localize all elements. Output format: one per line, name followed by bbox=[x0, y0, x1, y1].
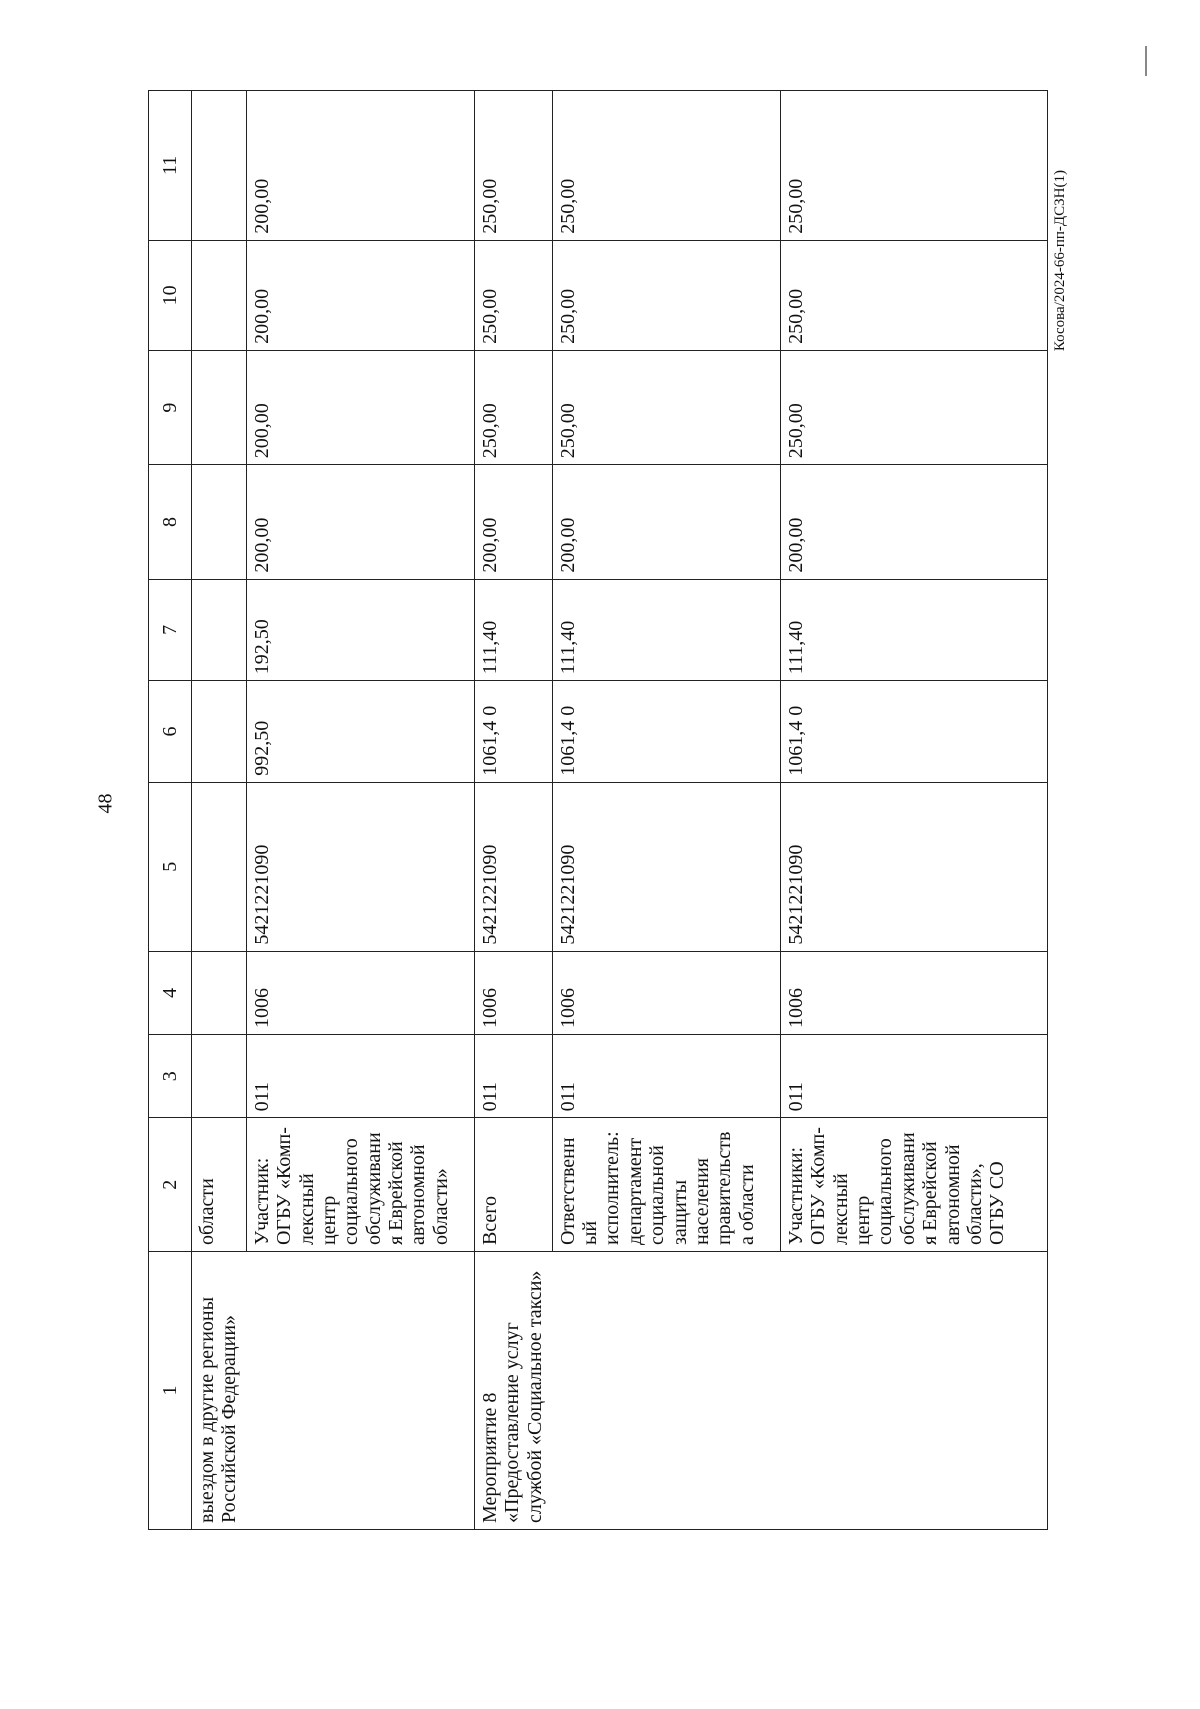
table-cell: 250,00 bbox=[552, 240, 780, 350]
table-cell: 250,00 bbox=[474, 91, 552, 241]
table-cell bbox=[552, 1252, 780, 1530]
table-cell bbox=[192, 681, 247, 783]
table-cell bbox=[192, 350, 247, 464]
table-cell: 5421221090 bbox=[246, 782, 474, 951]
column-header: 1 bbox=[149, 1252, 192, 1530]
table-cell: 5421221090 bbox=[552, 782, 780, 951]
column-header: 10 bbox=[149, 240, 192, 350]
table-cell: области bbox=[192, 1118, 247, 1252]
column-header: 7 bbox=[149, 579, 192, 681]
column-header: 8 bbox=[149, 465, 192, 579]
table-cell bbox=[192, 240, 247, 350]
column-header: 5 bbox=[149, 782, 192, 951]
table-cell: 1006 bbox=[246, 951, 474, 1034]
table-row bbox=[192, 91, 247, 1530]
table-cell: 192,50 bbox=[246, 579, 474, 681]
table-cell: 200,00 bbox=[780, 465, 1047, 579]
table-cell: 992,50 bbox=[246, 681, 474, 783]
table-cell: Всего bbox=[474, 1118, 552, 1252]
table-cell: 250,00 bbox=[780, 240, 1047, 350]
table-cell: 200,00 bbox=[246, 465, 474, 579]
table-cell bbox=[192, 579, 247, 681]
table-row bbox=[552, 91, 780, 1530]
budget-table bbox=[148, 90, 1048, 1530]
table-cell: 1061,4 0 bbox=[780, 681, 1047, 783]
table-cell: 200,00 bbox=[246, 240, 474, 350]
table-cell: 011 bbox=[552, 1035, 780, 1118]
table-cell: 250,00 bbox=[552, 350, 780, 464]
table-row bbox=[474, 91, 552, 1530]
table-cell: Участник: ОГБУ «Комп-лексный центр социального обслуживания Еврейской автономной области» bbox=[246, 1118, 474, 1252]
column-header: 9 bbox=[149, 350, 192, 464]
table-row bbox=[246, 91, 474, 1530]
table-cell: 200,00 bbox=[246, 350, 474, 464]
page-number: 48 bbox=[94, 793, 117, 814]
column-header: 2 bbox=[149, 1118, 192, 1252]
table-cell: 5421221090 bbox=[474, 782, 552, 951]
table-cell: 1006 bbox=[780, 951, 1047, 1034]
table-cell: 111,40 bbox=[552, 579, 780, 681]
table-cell bbox=[192, 951, 247, 1034]
table-cell: 250,00 bbox=[780, 91, 1047, 241]
table-cell: 011 bbox=[474, 1035, 552, 1118]
column-header: 11 bbox=[149, 91, 192, 241]
table-cell bbox=[780, 1252, 1047, 1530]
table-cell bbox=[192, 465, 247, 579]
table-cell: 250,00 bbox=[552, 91, 780, 241]
table-cell: Мероприятие 8 «Предоставление услуг службой «Социальное такси» bbox=[474, 1252, 552, 1530]
column-header: 4 bbox=[149, 951, 192, 1034]
table-cell: 200,00 bbox=[246, 91, 474, 241]
column-header: 3 bbox=[149, 1035, 192, 1118]
corner-mark bbox=[1145, 46, 1147, 76]
table-cell: 111,40 bbox=[474, 579, 552, 681]
table-cell: 250,00 bbox=[780, 350, 1047, 464]
table-cell: 111,40 bbox=[780, 579, 1047, 681]
header-row bbox=[149, 91, 192, 1530]
table-cell: Ответственный исполнитель: департамент социальной защиты населения правительства области bbox=[552, 1118, 780, 1252]
table-cell: 200,00 bbox=[552, 465, 780, 579]
table-cell: выездом в другие регионы Российской Федерации» bbox=[192, 1252, 247, 1530]
table-cell: 1061,4 0 bbox=[474, 681, 552, 783]
table-cell: 1006 bbox=[474, 951, 552, 1034]
table-row bbox=[780, 91, 1047, 1530]
table-cell: 1061,4 0 bbox=[552, 681, 780, 783]
table-cell: 1006 bbox=[552, 951, 780, 1034]
table-cell: 5421221090 bbox=[780, 782, 1047, 951]
column-header: 6 bbox=[149, 681, 192, 783]
table-cell bbox=[192, 782, 247, 951]
table-cell: Участники: ОГБУ «Комп-лексный центр социального обслуживания Еврейской автономной области», ОГБУ СО bbox=[780, 1118, 1047, 1252]
table-cell: 011 bbox=[246, 1035, 474, 1118]
table-cell: 250,00 bbox=[474, 240, 552, 350]
table-cell bbox=[192, 1035, 247, 1118]
document-code: Косова/2024-66-пп-ДСЗН(1) bbox=[1052, 170, 1068, 352]
table-cell: 011 bbox=[780, 1035, 1047, 1118]
table-cell bbox=[246, 1252, 474, 1530]
table-cell: 250,00 bbox=[474, 350, 552, 464]
table-cell bbox=[192, 91, 247, 241]
table-cell: 200,00 bbox=[474, 465, 552, 579]
